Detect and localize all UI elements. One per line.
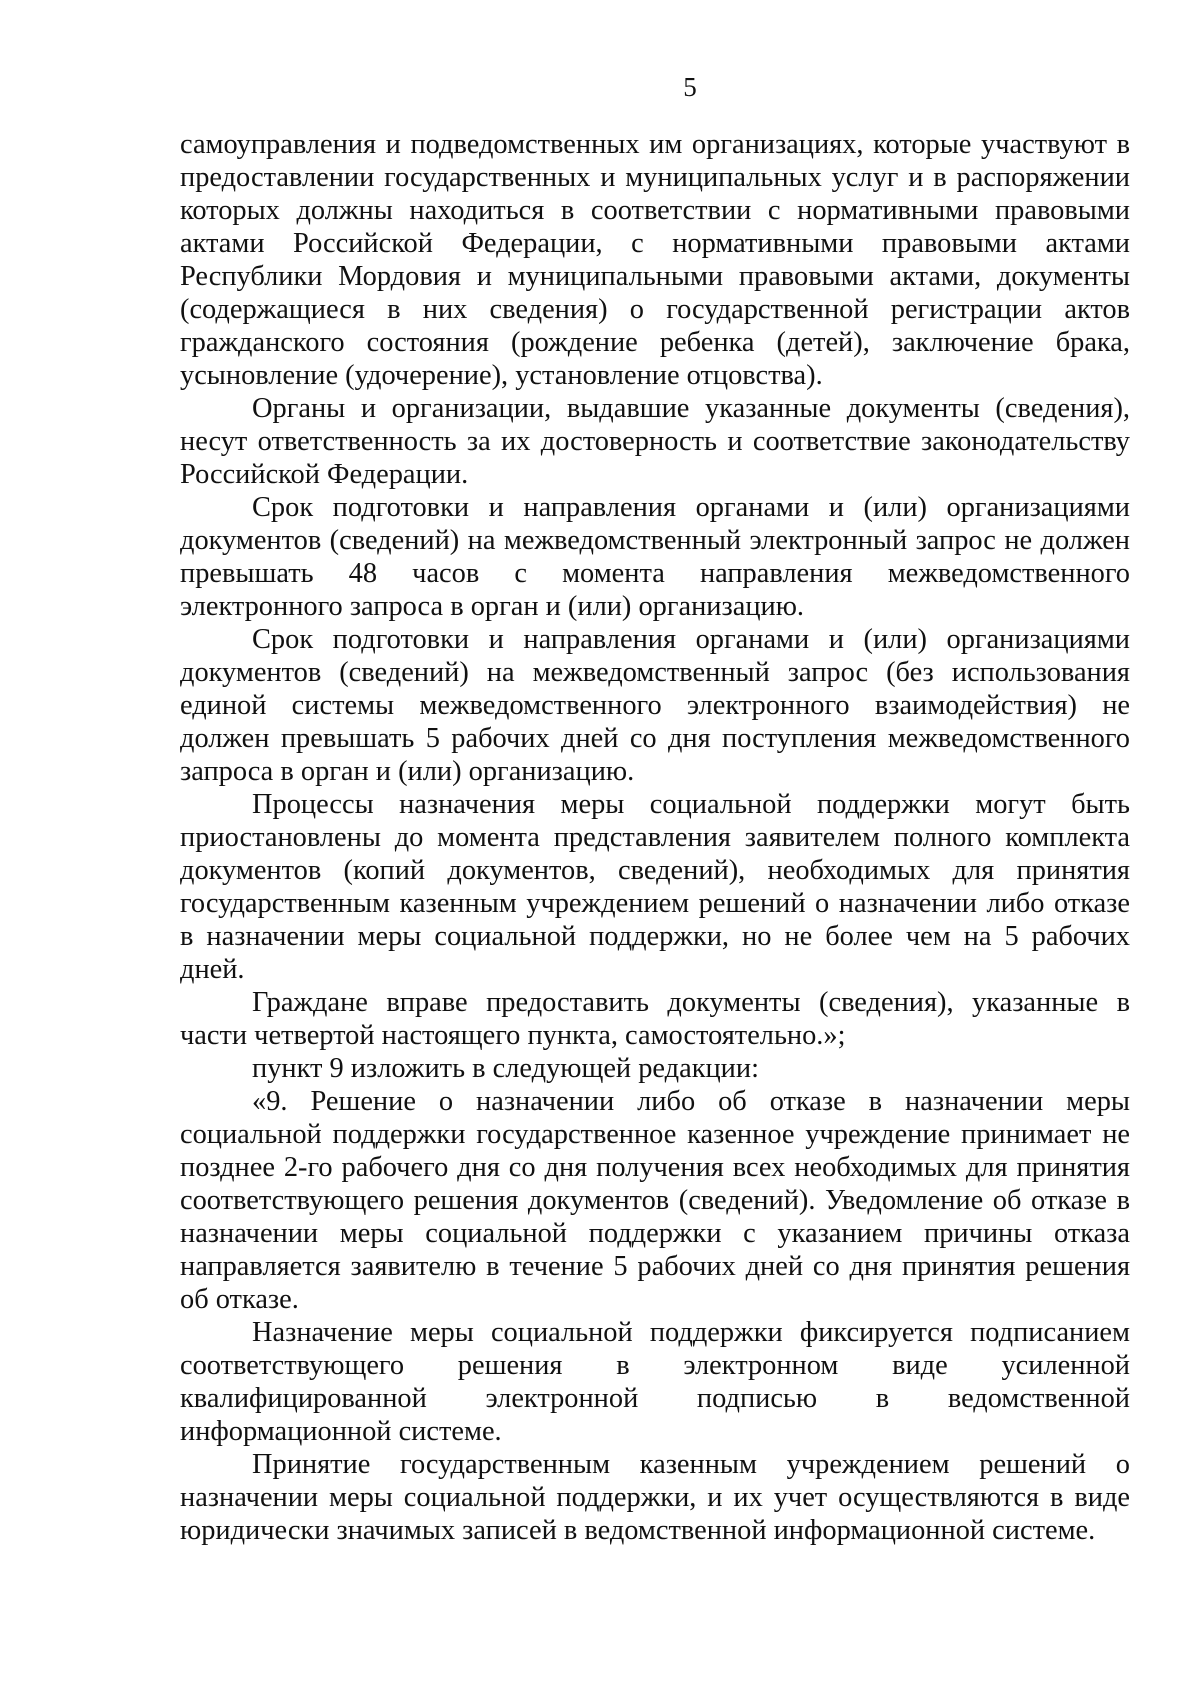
paragraph-5: Процессы назначения меры социальной поддержки могут быть приостановлены до момента представления заявителем полного комплекта документов (копий документов, сведений), необходимых для принятия государственным казенным учреждением решений о назначении либо отказе в назначении меры социальной поддержки, но не более чем на 5 рабочих дней. [180,789,1130,985]
paragraph-8: «9. Решение о назначении либо об отказе в назначении меры социальной поддержки государственное казенное учреждение принимает не позднее 2-го рабочего дня со дня получения всех необходимых для принятия соответствующего решения документов (сведений). Уведомление об отказе в назначении меры социальной поддержки с указанием причины отказа направляется заявителю в течение 5 рабочих дней со дня принятия решения об отказе. [180,1086,1130,1315]
paragraph-10: Принятие государственным казенным учреждением решений о назначении меры социальной поддержки, и их учет осуществляются в виде юридически значимых записей в ведомственной информационной системе. [180,1449,1130,1546]
page-number: 5 [683,72,697,102]
document-body [180,128,1130,1547]
paragraph-3: Срок подготовки и направления органами и (или) организациями документов (сведений) на межведомственный электронный запрос не должен превышать 48 часов с момента направления межведомственного электронного запроса в орган и (или) организацию. [180,492,1130,622]
paragraph-4: Срок подготовки и направления органами и (или) организациями документов (сведений) на межведомственный запрос (без использования единой системы межведомственного электронного взаимодействия) не должен превышать 5 рабочих дней со дня поступления межведомственного запроса в орган и (или) организацию. [180,624,1130,787]
paragraph-9: Назначение меры социальной поддержки фиксируется подписанием соответствующего решения в электронном виде усиленной квалифицированной электронной подписью в ведомственной информационной системе. [180,1317,1130,1447]
paragraph-2: Органы и организации, выдавшие указанные документы (сведения), несут ответственность за их достоверность и соответствие законодательству Российской Федерации. [180,393,1130,490]
paragraph-1: самоуправления и подведомственных им организациях, которые участвуют в предоставлении государственных и муниципальных услуг и в распоряжении которых должны находиться в соответствии с нормативными правовыми актами Российской Федерации, с нормативными правовыми актами Республики Мордовия и муниципальными правовыми актами, документы (содержащиеся в них сведения) о государственной регистрации актов гражданского состояния (рождение ребенка (детей), заключение брака, усыновление (удочерение), установление отцовства). [180,129,1130,391]
paragraph-7: пункт 9 изложить в следующей редакции: [252,1053,759,1084]
paragraph-6: Граждане вправе предоставить документы (сведения), указанные в части четвертой настоящего пункта, самостоятельно.»; [180,987,1130,1051]
